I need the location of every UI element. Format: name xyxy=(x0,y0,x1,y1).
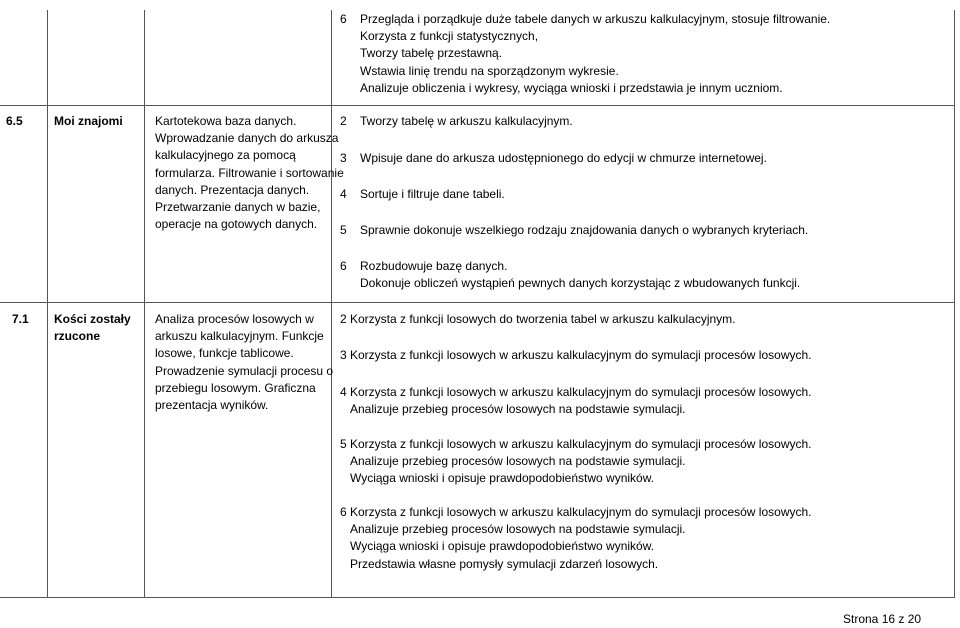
level-number: 2 xyxy=(340,312,347,326)
level-number: 3 xyxy=(340,348,347,362)
level-number: 5 xyxy=(340,223,347,237)
col-line-4 xyxy=(954,10,955,598)
requirement-text: Korzysta z funkcji losowych w arkuszu kalkulacyjnym do symulacji procesów losowych. xyxy=(350,348,812,362)
row-divider-1 xyxy=(0,105,955,106)
lesson-content: Kartotekowa baza danych. Wprowadzanie danych do arkusza kalkulacyjnego za pomocą formularza. Filtrowanie i sortowanie danych. Prezentacja danych. Przetwarzanie danych w bazie, operacje na gotowych danych. xyxy=(155,114,344,232)
requirement-text: Tworzy tabelę w arkuszu kalkulacyjnym. xyxy=(360,114,573,128)
col-line-3 xyxy=(331,10,332,598)
col-line-2 xyxy=(144,10,145,598)
level-number: 4 xyxy=(340,385,347,399)
level-number: 6 xyxy=(340,259,347,273)
lesson-title: Kości zostały rzucone xyxy=(54,312,131,344)
level-number: 2 xyxy=(340,114,347,128)
col-line-1 xyxy=(47,10,48,598)
requirement-text: Korzysta z funkcji losowych w arkuszu kalkulacyjnym do symulacji procesów losowych. Analizuje przebieg procesów losowych na podstawie symulacji. Wyciąga wnioski i opisuje prawdopodobieństwo wyników. xyxy=(350,437,812,486)
requirement-text: Korzysta z funkcji losowych w arkuszu kalkulacyjnym do symulacji procesów losowych. Analizuje przebieg procesów losowych na podstawie symulacji. xyxy=(350,385,812,417)
lesson-content: Analiza procesów losowych w arkuszu kalkulacyjnym. Funkcje losowe, funkcje tablicowe. Prowadzenie symulacji procesu o przebiegu losowym. Graficzna prezentacja wyników. xyxy=(155,312,334,413)
level-number: 5 xyxy=(340,437,347,451)
lesson-title: Moi znajomi xyxy=(54,114,123,128)
requirement-text: Rozbudowuje bazę danych. Dokonuje obliczeń wystąpień pewnych danych korzystając z wbudowanych funkcji. xyxy=(360,259,801,291)
page-number: Strona 16 z 20 xyxy=(843,612,922,626)
row-divider-3 xyxy=(0,597,955,598)
requirement-text: Sprawnie dokonuje wszelkiego rodzaju znajdowania danych o wybranych kryteriach. xyxy=(360,223,809,237)
requirement-text: Wpisuje dane do arkusza udostępnionego do edycji w chmurze internetowej. xyxy=(360,151,767,165)
level-number: 4 xyxy=(340,187,347,201)
level-number: 6 xyxy=(340,505,347,519)
requirement-text: Sortuje i filtruje dane tabeli. xyxy=(360,187,505,201)
requirement-text: Korzysta z funkcji losowych do tworzenia tabel w arkuszu kalkulacyjnym. xyxy=(350,312,736,326)
level-number: 3 xyxy=(340,151,347,165)
requirement-text: Korzysta z funkcji losowych w arkuszu kalkulacyjnym do symulacji procesów losowych. Analizuje przebieg procesów losowych na podstawie symulacji. Wyciąga wnioski i opisuje prawdopodobieństwo wyników. Przedstawia własne pomysły symulacji zdarzeń losowych. xyxy=(350,505,812,571)
lesson-number: 6.5 xyxy=(6,114,23,128)
lesson-number: 7.1 xyxy=(12,312,29,326)
level-number: 6 xyxy=(340,12,347,26)
row-divider-2 xyxy=(0,302,955,303)
requirement-text: Przegląda i porządkuje duże tabele danych w arkuszu kalkulacyjnym, stosuje filtrowanie. Korzysta z funkcji statystycznych, Tworzy tabelę przestawną. Wstawia linię trendu na sporządzonym wykresie. Analizuje obliczenia i wykresy, wyciąga wnioski i przedstawia je innym uczniom. xyxy=(360,12,831,95)
